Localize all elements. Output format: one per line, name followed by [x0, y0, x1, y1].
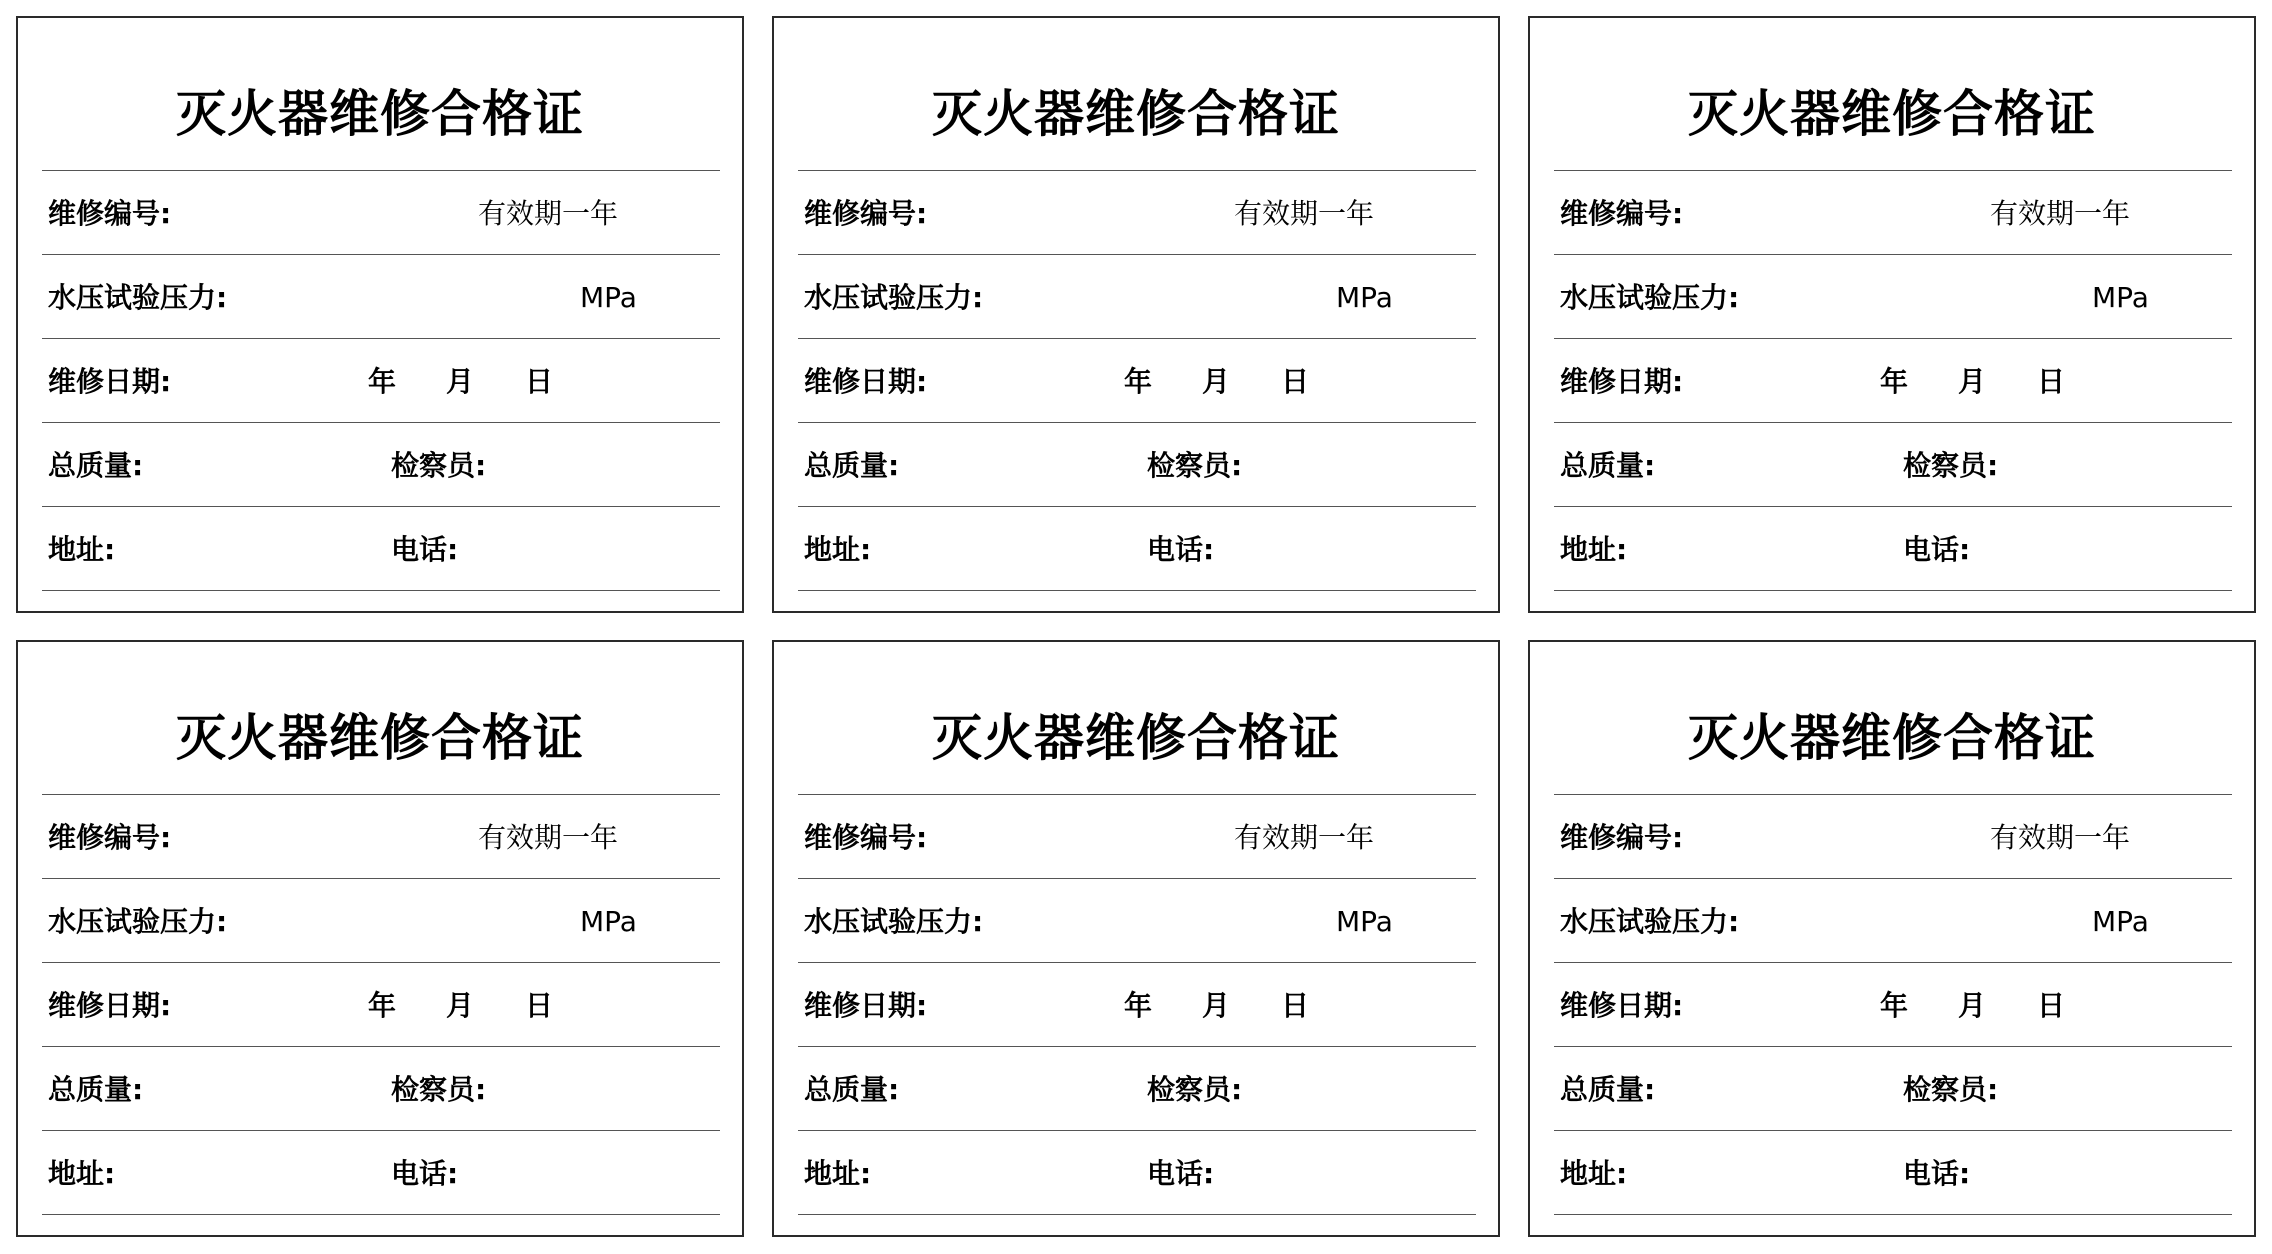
repair-date-label: 维修日期: — [1560, 989, 1684, 1022]
pressure-unit: MPa — [580, 281, 637, 314]
total-mass-label: 总质量: — [804, 449, 900, 482]
total-mass-label: 总质量: — [804, 1073, 900, 1106]
address-label: 地址: — [1560, 1157, 1628, 1190]
divider-line — [1554, 170, 2232, 171]
divider-line — [1554, 1046, 2232, 1047]
address-label: 地址: — [804, 1157, 872, 1190]
divider-line — [798, 878, 1476, 879]
pressure-label: 水压试验压力: — [804, 905, 984, 938]
pressure-unit: MPa — [2092, 281, 2149, 314]
divider-line — [42, 506, 720, 507]
certificate-card — [16, 16, 744, 613]
phone-label: 电话: — [1147, 1157, 1215, 1190]
certificate-card — [772, 640, 1500, 1237]
certificate-card — [1528, 16, 2256, 613]
divider-line — [42, 878, 720, 879]
divider-line — [42, 254, 720, 255]
divider-line — [798, 794, 1476, 795]
month-label: 月 — [1958, 989, 1987, 1022]
divider-line — [1554, 794, 2232, 795]
divider-line — [798, 962, 1476, 963]
repair-date-label: 维修日期: — [48, 365, 172, 398]
divider-line — [1554, 1130, 2232, 1131]
total-mass-label: 总质量: — [48, 449, 144, 482]
repair-date-label: 维修日期: — [804, 989, 928, 1022]
divider-line — [42, 1130, 720, 1131]
pressure-label: 水压试验压力: — [1560, 905, 1740, 938]
day-label: 日 — [525, 365, 554, 398]
certificate-card — [772, 16, 1500, 613]
divider-line — [798, 170, 1476, 171]
total-mass-label: 总质量: — [1560, 1073, 1656, 1106]
inspector-label: 检察员: — [1147, 449, 1243, 482]
divider-line — [42, 794, 720, 795]
year-label: 年 — [368, 989, 397, 1022]
pressure-label: 水压试验压力: — [48, 281, 228, 314]
address-label: 地址: — [48, 533, 116, 566]
pressure-unit: MPa — [1336, 905, 1393, 938]
year-label: 年 — [368, 365, 397, 398]
divider-line — [42, 422, 720, 423]
divider-line — [798, 1046, 1476, 1047]
divider-line — [42, 1046, 720, 1047]
certificate-title: 灭火器维修合格证 — [176, 709, 584, 767]
phone-label: 电话: — [1903, 533, 1971, 566]
inspector-label: 检察员: — [1147, 1073, 1243, 1106]
month-label: 月 — [1202, 365, 1231, 398]
day-label: 日 — [1281, 989, 1310, 1022]
divider-line — [1554, 1214, 2232, 1215]
divider-line — [798, 590, 1476, 591]
inspector-label: 检察员: — [1903, 449, 1999, 482]
pressure-unit: MPa — [2092, 905, 2149, 938]
divider-line — [1554, 254, 2232, 255]
month-label: 月 — [1958, 365, 1987, 398]
month-label: 月 — [446, 989, 475, 1022]
pressure-label: 水压试验压力: — [804, 281, 984, 314]
divider-line — [798, 1214, 1476, 1215]
divider-line — [42, 338, 720, 339]
day-label: 日 — [2037, 365, 2066, 398]
certificate-title: 灭火器维修合格证 — [932, 85, 1340, 143]
pressure-unit: MPa — [580, 905, 637, 938]
repair-number-label: 维修编号: — [1560, 821, 1684, 854]
month-label: 月 — [446, 365, 475, 398]
phone-label: 电话: — [391, 533, 459, 566]
certificate-title: 灭火器维修合格证 — [1688, 709, 2096, 767]
validity-text: 有效期一年 — [1234, 821, 1375, 854]
repair-number-label: 维修编号: — [1560, 197, 1684, 230]
validity-text: 有效期一年 — [1990, 197, 2131, 230]
inspector-label: 检察员: — [391, 1073, 487, 1106]
address-label: 地址: — [1560, 533, 1628, 566]
repair-number-label: 维修编号: — [48, 197, 172, 230]
month-label: 月 — [1202, 989, 1231, 1022]
divider-line — [1554, 338, 2232, 339]
day-label: 日 — [1281, 365, 1310, 398]
total-mass-label: 总质量: — [1560, 449, 1656, 482]
year-label: 年 — [1880, 365, 1909, 398]
certificate-title: 灭火器维修合格证 — [1688, 85, 2096, 143]
divider-line — [798, 1130, 1476, 1131]
divider-line — [1554, 878, 2232, 879]
divider-line — [42, 1214, 720, 1215]
day-label: 日 — [525, 989, 554, 1022]
inspector-label: 检察员: — [1903, 1073, 1999, 1106]
repair-number-label: 维修编号: — [48, 821, 172, 854]
pressure-label: 水压试验压力: — [1560, 281, 1740, 314]
certificate-title: 灭火器维修合格证 — [932, 709, 1340, 767]
certificate-title: 灭火器维修合格证 — [176, 85, 584, 143]
inspector-label: 检察员: — [391, 449, 487, 482]
day-label: 日 — [2037, 989, 2066, 1022]
certificate-card — [16, 640, 744, 1237]
pressure-label: 水压试验压力: — [48, 905, 228, 938]
repair-number-label: 维修编号: — [804, 197, 928, 230]
divider-line — [1554, 590, 2232, 591]
validity-text: 有效期一年 — [1990, 821, 2131, 854]
divider-line — [1554, 506, 2232, 507]
year-label: 年 — [1880, 989, 1909, 1022]
repair-date-label: 维修日期: — [804, 365, 928, 398]
divider-line — [42, 962, 720, 963]
phone-label: 电话: — [1903, 1157, 1971, 1190]
total-mass-label: 总质量: — [48, 1073, 144, 1106]
divider-line — [1554, 422, 2232, 423]
validity-text: 有效期一年 — [1234, 197, 1375, 230]
address-label: 地址: — [48, 1157, 116, 1190]
divider-line — [798, 338, 1476, 339]
address-label: 地址: — [804, 533, 872, 566]
divider-line — [42, 170, 720, 171]
repair-date-label: 维修日期: — [1560, 365, 1684, 398]
divider-line — [798, 422, 1476, 423]
phone-label: 电话: — [1147, 533, 1215, 566]
year-label: 年 — [1124, 989, 1153, 1022]
certificate-card — [1528, 640, 2256, 1237]
pressure-unit: MPa — [1336, 281, 1393, 314]
divider-line — [1554, 962, 2232, 963]
year-label: 年 — [1124, 365, 1153, 398]
phone-label: 电话: — [391, 1157, 459, 1190]
repair-date-label: 维修日期: — [48, 989, 172, 1022]
validity-text: 有效期一年 — [478, 821, 619, 854]
divider-line — [798, 506, 1476, 507]
divider-line — [798, 254, 1476, 255]
repair-number-label: 维修编号: — [804, 821, 928, 854]
validity-text: 有效期一年 — [478, 197, 619, 230]
divider-line — [42, 590, 720, 591]
